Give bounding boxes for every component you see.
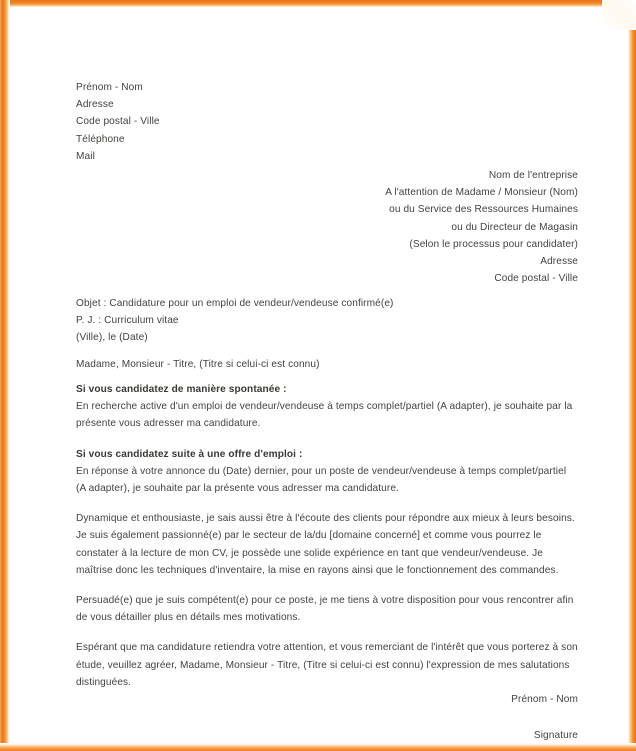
sender-line-postal-city: Code postal - Ville bbox=[76, 116, 160, 128]
letter-body bbox=[76, 381, 578, 704]
body-heading-spontaneous: Si vous candidatez de manière spontanée : bbox=[76, 384, 287, 395]
body-block-availability bbox=[76, 592, 578, 626]
body-paragraph-spontaneous: En recherche active d'un emploi de vendeur/vendeuse à temps complet/partiel (A adapter), je souhaite par la présente vous adresser ma candidature. bbox=[76, 401, 573, 430]
subject-block bbox=[76, 295, 394, 347]
subject-object-line: Objet : Candidature pour un emploi de vendeur/vendeuse confirmé(e) bbox=[76, 298, 394, 309]
recipient-line-hr: ou du Service des Ressources Humaines bbox=[389, 204, 578, 216]
body-block-spontaneous bbox=[76, 381, 578, 433]
recipient-line-address: Adresse bbox=[540, 256, 578, 268]
sender-block bbox=[76, 79, 160, 165]
signature-block bbox=[511, 691, 578, 744]
sender-line-phone: Téléphone bbox=[76, 133, 125, 145]
salutation-line: Madame, Monsieur - Titre, (Titre si celui-ci est connu) bbox=[76, 359, 320, 370]
signature-label: Signature bbox=[533, 730, 578, 742]
recipient-line-company: Nom de l'entreprise bbox=[488, 170, 578, 181]
sender-line-address: Adresse bbox=[76, 99, 114, 111]
body-paragraph-job-offer: En réponse à votre annonce du (Date) dernier, pour un poste de vendeur/vendeuse à temps complet/partiel (A adapter), je souhaite par la présente vous adresser ma candidature. bbox=[76, 465, 567, 495]
sender-line-mail: Mail bbox=[76, 150, 95, 162]
body-block-closing bbox=[76, 639, 578, 691]
body-block-job-offer bbox=[76, 446, 578, 498]
page-border-left bbox=[0, 0, 10, 751]
page-border-right bbox=[627, 0, 636, 751]
recipient-block bbox=[385, 167, 578, 287]
body-heading-job-offer: Si vous candidatez suite à une offre d'emploi : bbox=[76, 448, 303, 460]
signature-name: Prénom - Nom bbox=[511, 694, 578, 705]
letter-sheet bbox=[10, 7, 627, 743]
subject-place-date-line: (Ville), le (Date) bbox=[76, 332, 148, 344]
subject-attachment-line: P. J. : Curriculum vitae bbox=[76, 315, 179, 327]
body-paragraph-closing: Espérant que ma candidature retiendra votre attention, et vous remerciant de l'intérêt que vous porterez à son étude, veuillez agréer, Madame, Monsieur - Titre, (Titre si celui-ci est connu) l'expression de mes salutations distinguées. bbox=[76, 642, 578, 688]
page-border-top bbox=[0, 0, 636, 7]
body-paragraph-availability: Persuadé(e) que je suis compétent(e) pour ce poste, je me tiens à votre disposition pour vous rencontrer afin de vous détailler plus en détails mes motivations. bbox=[76, 595, 574, 624]
body-paragraph-skills: Dynamique et enthousiaste, je sais aussi être à l'écoute des clients pour répondre aux mieux à leurs besoins. Je suis également passionné(e) par le secteur de la/du [domaine concerné] et comme vous pourrez le constater à la lecture de mon CV, je possède une solide expérience en tant que vendeur/vendeuse. Je maîtrise donc les techniques d'inventaire, la mise en rayons ainsi que le fonctionnement des commandes. bbox=[76, 513, 575, 576]
body-block-skills bbox=[76, 510, 578, 579]
recipient-line-postal-city: Code postal - Ville bbox=[494, 273, 578, 285]
recipient-line-attention: A l'attention de Madame / Monsieur (Nom) bbox=[385, 187, 578, 199]
sender-line-name: Prénom - Nom bbox=[76, 82, 143, 93]
recipient-line-process: (Selon le processus pour candidater) bbox=[409, 238, 578, 250]
recipient-line-director: ou du Directeur de Magasin bbox=[451, 221, 578, 233]
